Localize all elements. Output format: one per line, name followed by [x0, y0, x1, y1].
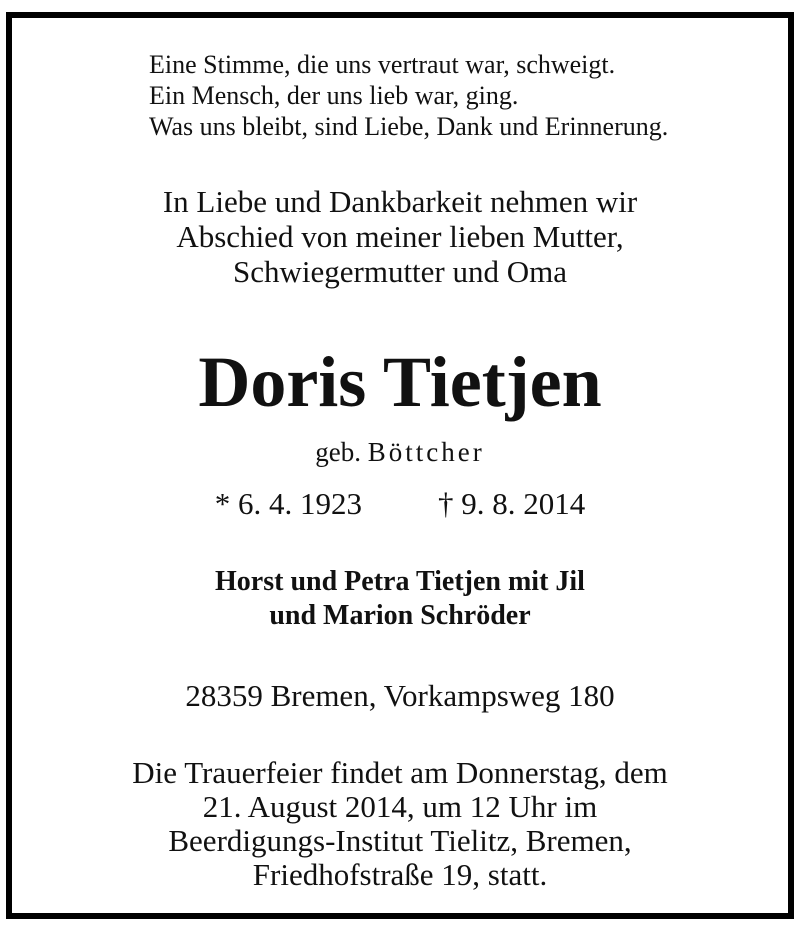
service-line: 21. August 2014, um 12 Uhr im	[202, 789, 598, 824]
intro-line: Schwiegermutter und Oma	[232, 254, 568, 289]
address: 28359 Bremen, Vorkampsweg 180	[185, 678, 615, 713]
poem-line: Eine Stimme, die uns vertraut war, schweigt.	[149, 50, 616, 79]
maiden-surname: Böttcher	[367, 437, 485, 467]
maiden-name	[12, 436, 788, 468]
mourners-line: Horst und Petra Tietjen mit Jil	[215, 566, 585, 597]
poem-line: Ein Mensch, der uns lieb war, ging.	[149, 81, 519, 110]
deceased-name: Doris Tietjen	[198, 342, 602, 422]
obituary-frame	[6, 12, 794, 919]
life-dates	[12, 486, 788, 522]
service-line: Beerdigungs-Institut Tielitz, Bremen,	[168, 823, 632, 858]
funeral-service-info	[12, 756, 788, 892]
poem	[149, 49, 668, 142]
intro-line: Abschied von meiner lieben Mutter,	[176, 219, 624, 254]
birth-date: * 6. 4. 1923	[214, 486, 362, 521]
mourners-line: und Marion Schröder	[269, 600, 531, 631]
maiden-prefix: geb.	[315, 437, 361, 467]
service-line: Friedhofstraße 19, statt.	[252, 857, 548, 892]
intro-line: In Liebe und Dankbarkeit nehmen wir	[162, 184, 638, 219]
service-line: Die Trauerfeier findet am Donnerstag, dem	[132, 755, 668, 790]
death-date: † 9. 8. 2014	[438, 486, 586, 521]
poem-line: Was uns bleibt, sind Liebe, Dank und Erinnerung.	[149, 112, 669, 141]
intro-text	[12, 184, 788, 289]
mourners	[12, 565, 788, 633]
